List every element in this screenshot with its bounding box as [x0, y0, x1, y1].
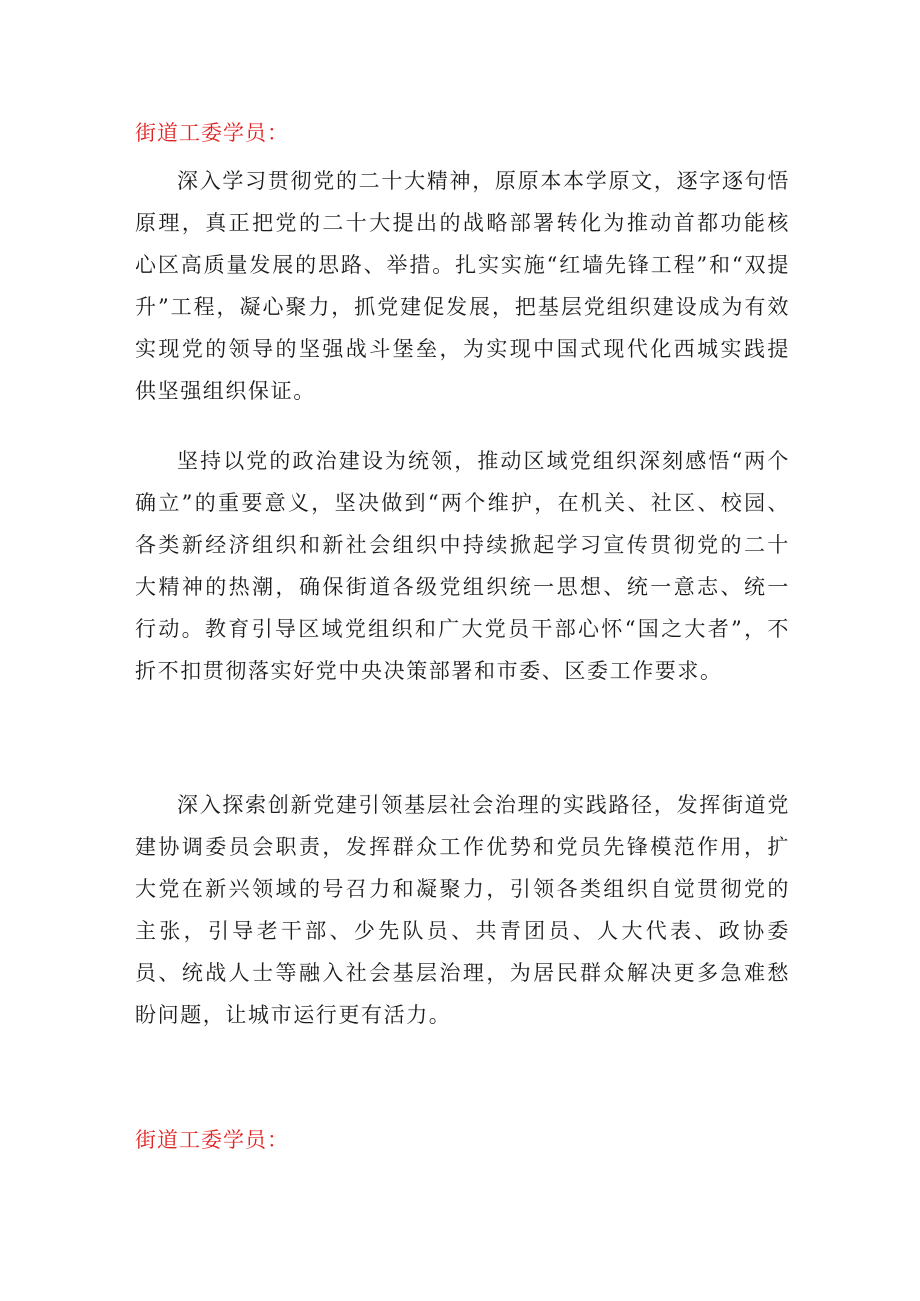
- body-paragraph: 坚持以党的政治建设为统领，推动区域党组织深刻感悟“两个确立”的重要意义，坚决做到“两个维护，在机关、社区、校园、各类新经济组织和新社会组织中持续掀起学习宣传贯彻党的二十大精神的热潮，确保街道各级党组织统一思想、统一意志、统一行动。教育引导区域党组织和广大党员干部心怀“国之大者”，不折不扣贯彻落实好党中央决策部署和市委、区委工作要求。: [135, 449, 790, 683]
- body-paragraph: 深入探索创新党建引领基层社会治理的实践路径，发挥街道党建协调委员会职责，发挥群众工作优势和党员先锋模范作用，扩大党在新兴领域的号召力和凝聚力，引领各类组织自觉贯彻党的主张，引导老干部、少先队员、共青团员、人大代表、政协委员、统战人士等融入社会基层治理，为居民群众解决更多急难愁盼问题，让城市运行更有活力。: [135, 793, 790, 1027]
- section-heading: 街道工委学员：: [135, 121, 289, 145]
- section-heading: 街道工委学员：: [135, 1128, 289, 1152]
- body-paragraph: 深入学习贯彻党的二十大精神，原原本本学原文，逐字逐句悟原理，真正把党的二十大提出的战略部署转化为推动首都功能核心区高质量发展的思路、举措。扎实实施“红墙先锋工程”和“双提升”工程，凝心聚力，抓党建促发展，把基层党组织建设成为有效实现党的领导的坚强战斗堡垒，为实现中国式现代化西城实践提供坚强组织保证。: [135, 169, 790, 403]
